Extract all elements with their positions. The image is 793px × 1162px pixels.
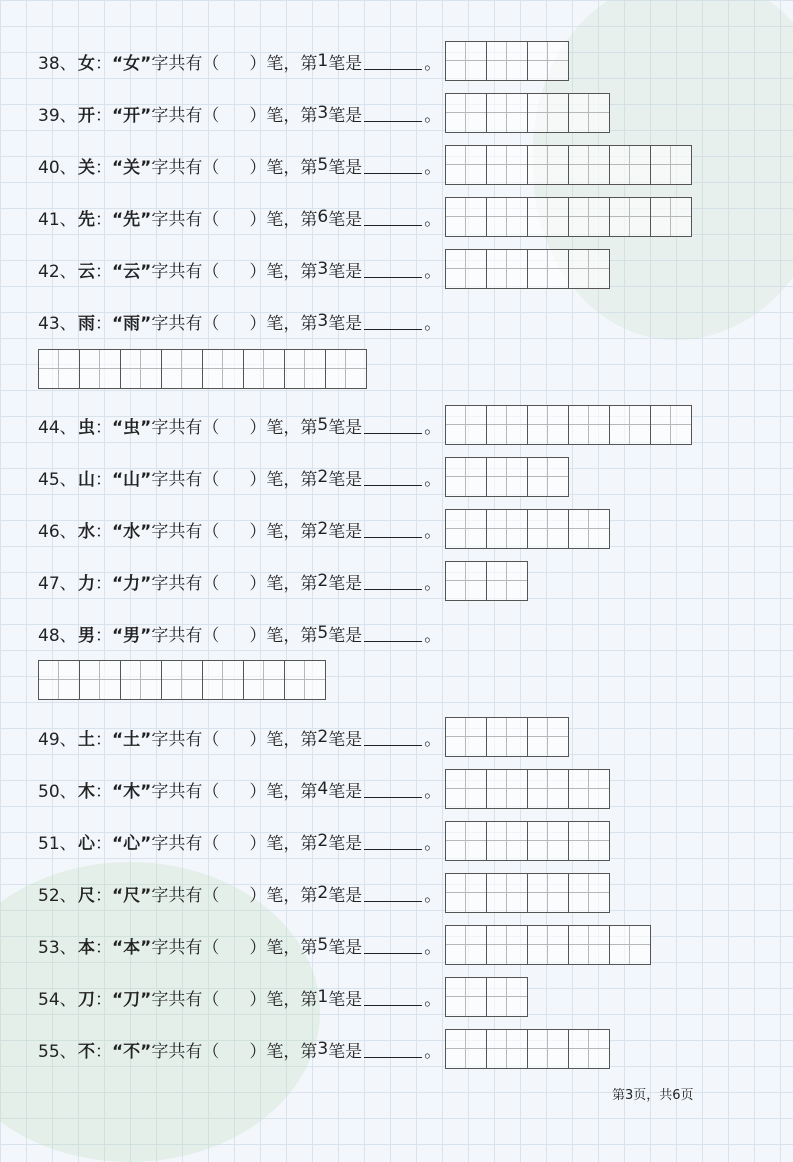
writing-grid-cell[interactable]	[569, 94, 609, 132]
quoted-character: “刀”	[112, 989, 152, 1010]
question-row	[38, 92, 610, 134]
quoted-character: “雨”	[112, 313, 152, 334]
stroke-nth-suffix: 笔是	[328, 1041, 363, 1062]
writing-grid-cell[interactable]	[487, 926, 528, 964]
writing-grid-cell[interactable]	[487, 562, 527, 600]
stroke-number: 2	[317, 727, 329, 747]
writing-grid-cell[interactable]	[610, 406, 651, 444]
stroke-total-suffix: ）笔，第	[249, 885, 318, 906]
stroke-total-prefix: 字共有（	[151, 573, 220, 594]
writing-grid[interactable]	[445, 873, 610, 913]
stroke-answer-blank[interactable]	[364, 1041, 422, 1058]
stroke-total-suffix: ）笔，第	[249, 469, 318, 490]
writing-grid-cell[interactable]	[80, 661, 121, 699]
stroke-total-prefix: 字共有（	[151, 989, 220, 1010]
quoted-character: “力”	[112, 573, 152, 594]
quoted-character: “先”	[112, 209, 152, 230]
quoted-character: “本”	[112, 937, 152, 958]
writing-grid-cell[interactable]	[446, 926, 487, 964]
writing-grid-cell[interactable]	[162, 350, 203, 388]
colon: ：	[95, 885, 112, 906]
writing-grid-cell[interactable]	[569, 198, 610, 236]
question-row	[38, 1028, 610, 1070]
end-mark: 。	[424, 885, 442, 906]
question-row	[38, 716, 569, 758]
stroke-answer-blank[interactable]	[364, 573, 422, 590]
stroke-number: 2	[317, 519, 329, 539]
colon: ：	[95, 53, 112, 74]
question-number: 39、	[38, 105, 77, 126]
stroke-total-suffix: ）笔，第	[249, 937, 318, 958]
stroke-answer-blank[interactable]	[364, 313, 422, 330]
writing-grid-cell[interactable]	[487, 874, 528, 912]
stroke-total-suffix: ）笔，第	[249, 521, 318, 542]
stroke-nth-suffix: 笔是	[328, 53, 363, 74]
stroke-total-prefix: 字共有（	[151, 157, 220, 178]
question-character: 刀	[78, 989, 95, 1010]
quoted-character: “水”	[112, 521, 152, 542]
page-footer: 第3页，共6页	[612, 1088, 694, 1103]
stroke-number: 4	[317, 779, 329, 799]
writing-grid-cell[interactable]	[446, 250, 487, 288]
stroke-total-suffix: ）笔，第	[249, 1041, 318, 1062]
question-character: 男	[78, 625, 95, 646]
end-mark: 。	[424, 573, 442, 594]
writing-grid-cell[interactable]	[487, 822, 528, 860]
question-number: 41、	[38, 209, 77, 230]
writing-grid-cell[interactable]	[446, 562, 487, 600]
writing-grid-cell[interactable]	[446, 458, 487, 496]
writing-grid-cell[interactable]	[285, 350, 326, 388]
writing-grid-cell[interactable]	[487, 510, 528, 548]
stroke-answer-blank[interactable]	[364, 157, 422, 174]
stroke-total-suffix: ）笔，第	[249, 989, 318, 1010]
end-mark: 。	[424, 937, 442, 958]
stroke-nth-suffix: 笔是	[328, 105, 363, 126]
question-number: 54、	[38, 989, 77, 1010]
writing-grid-cell[interactable]	[80, 350, 121, 388]
stroke-nth-suffix: 笔是	[328, 521, 363, 542]
stroke-answer-blank[interactable]	[364, 625, 422, 642]
stroke-nth-suffix: 笔是	[328, 157, 363, 178]
writing-grid-cell[interactable]	[446, 198, 487, 236]
question-character: 虫	[78, 417, 95, 438]
colon: ：	[95, 1041, 112, 1062]
writing-grid[interactable]	[445, 249, 610, 289]
question-number: 40、	[38, 157, 77, 178]
end-mark: 。	[424, 521, 442, 542]
question-character: 不	[78, 1041, 95, 1062]
writing-grid-cell[interactable]	[285, 661, 325, 699]
writing-grid[interactable]	[445, 93, 610, 133]
stroke-total-prefix: 字共有（	[151, 521, 220, 542]
writing-grid-cell[interactable]	[446, 406, 487, 444]
stroke-answer-blank[interactable]	[364, 105, 422, 122]
writing-grid-cell[interactable]	[487, 978, 527, 1016]
writing-grid-cell[interactable]	[487, 1030, 528, 1068]
stroke-total-suffix: ）笔，第	[249, 625, 318, 646]
stroke-nth-suffix: 笔是	[328, 885, 363, 906]
question-row	[38, 820, 610, 862]
stroke-number: 5	[317, 623, 329, 643]
writing-grid-cell[interactable]	[162, 661, 203, 699]
stroke-nth-suffix: 笔是	[328, 417, 363, 438]
question-number: 47、	[38, 573, 77, 594]
stroke-answer-blank[interactable]	[364, 469, 422, 486]
stroke-answer-blank[interactable]	[364, 989, 422, 1006]
question-row	[38, 508, 610, 550]
colon: ：	[95, 781, 112, 802]
writing-grid[interactable]	[445, 821, 610, 861]
question-row	[38, 404, 692, 446]
stroke-number: 5	[317, 155, 329, 175]
end-mark: 。	[424, 989, 442, 1010]
quoted-character: “女”	[112, 53, 152, 74]
colon: ：	[95, 313, 112, 334]
stroke-number: 2	[317, 831, 329, 851]
stroke-number: 2	[317, 883, 329, 903]
writing-grid[interactable]	[445, 1029, 610, 1069]
quoted-character: “不”	[112, 1041, 152, 1062]
question-row	[38, 144, 692, 186]
stroke-answer-blank[interactable]	[364, 833, 422, 850]
end-mark: 。	[424, 105, 442, 126]
stroke-answer-blank[interactable]	[364, 209, 422, 226]
stroke-nth-suffix: 笔是	[328, 209, 363, 230]
quoted-character: “虫”	[112, 417, 152, 438]
stroke-nth-suffix: 笔是	[328, 729, 363, 750]
stroke-total-suffix: ）笔，第	[249, 417, 318, 438]
question-character: 雨	[78, 313, 95, 334]
end-mark: 。	[424, 209, 442, 230]
stroke-total-suffix: ）笔，第	[249, 781, 318, 802]
question-row	[38, 768, 610, 810]
colon: ：	[95, 157, 112, 178]
stroke-nth-suffix: 笔是	[328, 313, 363, 334]
stroke-number: 1	[317, 51, 329, 71]
writing-grid-cell[interactable]	[528, 874, 569, 912]
question-row	[38, 456, 569, 498]
end-mark: 。	[424, 53, 442, 74]
writing-grid[interactable]	[38, 660, 326, 700]
stroke-total-suffix: ）笔，第	[249, 157, 318, 178]
stroke-number: 3	[317, 103, 329, 123]
writing-grid-cell[interactable]	[569, 1030, 609, 1068]
writing-grid-cell[interactable]	[326, 350, 366, 388]
writing-grid-cell[interactable]	[203, 350, 244, 388]
question-row	[38, 872, 610, 914]
writing-grid-cell[interactable]	[446, 1030, 487, 1068]
question-character: 尺	[78, 885, 95, 906]
stroke-nth-suffix: 笔是	[328, 573, 363, 594]
stroke-number: 5	[317, 935, 329, 955]
writing-grid-cell[interactable]	[39, 661, 80, 699]
colon: ：	[95, 261, 112, 282]
writing-grid[interactable]	[445, 925, 651, 965]
question-character: 云	[78, 261, 95, 282]
stroke-total-suffix: ）笔，第	[249, 729, 318, 750]
quoted-character: “男”	[112, 625, 152, 646]
question-number: 50、	[38, 781, 77, 802]
stroke-total-suffix: ）笔，第	[249, 573, 318, 594]
writing-grid-cell[interactable]	[446, 42, 487, 80]
question-number: 42、	[38, 261, 77, 282]
quoted-character: “开”	[112, 105, 152, 126]
writing-grid[interactable]	[445, 457, 569, 497]
colon: ：	[95, 469, 112, 490]
question-row	[38, 196, 692, 238]
stroke-total-suffix: ）笔，第	[249, 261, 318, 282]
stroke-number: 1	[317, 987, 329, 1007]
question-number: 45、	[38, 469, 77, 490]
stroke-number: 3	[317, 1039, 329, 1059]
writing-grid-cell[interactable]	[528, 94, 569, 132]
stroke-total-prefix: 字共有（	[151, 1041, 220, 1062]
writing-grid-cell[interactable]	[651, 146, 691, 184]
writing-grid-cell[interactable]	[569, 822, 609, 860]
stroke-number: 2	[317, 467, 329, 487]
stroke-total-prefix: 字共有（	[151, 833, 220, 854]
stroke-nth-suffix: 笔是	[328, 937, 363, 958]
question-number: 53、	[38, 937, 77, 958]
stroke-number: 6	[317, 207, 329, 227]
end-mark: 。	[424, 781, 442, 802]
colon: ：	[95, 625, 112, 646]
writing-grid-cell[interactable]	[569, 926, 610, 964]
writing-grid-cell[interactable]	[569, 250, 609, 288]
writing-grid-cell[interactable]	[446, 822, 487, 860]
stroke-nth-suffix: 笔是	[328, 469, 363, 490]
writing-grid-cell[interactable]	[121, 661, 162, 699]
writing-grid-cell[interactable]	[446, 510, 487, 548]
writing-grid[interactable]	[445, 769, 610, 809]
question-row	[38, 248, 610, 290]
writing-grid-cell[interactable]	[203, 661, 244, 699]
stroke-nth-suffix: 笔是	[328, 261, 363, 282]
stroke-nth-suffix: 笔是	[328, 833, 363, 854]
stroke-total-suffix: ）笔，第	[249, 105, 318, 126]
question-number: 52、	[38, 885, 77, 906]
writing-grid-cell[interactable]	[446, 146, 487, 184]
writing-grid-cell[interactable]	[528, 822, 569, 860]
writing-grid-cell[interactable]	[528, 1030, 569, 1068]
end-mark: 。	[424, 833, 442, 854]
writing-grid-cell[interactable]	[610, 198, 651, 236]
stroke-total-prefix: 字共有（	[151, 729, 220, 750]
quoted-character: “山”	[112, 469, 152, 490]
question-row	[38, 612, 445, 654]
stroke-number: 2	[317, 571, 329, 591]
question-number: 51、	[38, 833, 77, 854]
writing-grid-cell[interactable]	[528, 250, 569, 288]
stroke-total-prefix: 字共有（	[151, 261, 220, 282]
stroke-total-suffix: ）笔，第	[249, 833, 318, 854]
end-mark: 。	[424, 313, 442, 334]
writing-grid-cell[interactable]	[244, 661, 285, 699]
writing-grid-cell[interactable]	[528, 146, 569, 184]
writing-grid-cell[interactable]	[610, 146, 651, 184]
end-mark: 。	[424, 157, 442, 178]
question-character: 先	[78, 209, 95, 230]
question-row	[38, 300, 445, 342]
writing-grid-cell[interactable]	[487, 42, 528, 80]
stroke-total-suffix: ）笔，第	[249, 313, 318, 334]
colon: ：	[95, 105, 112, 126]
writing-grid-cell[interactable]	[446, 718, 487, 756]
question-character: 开	[78, 105, 95, 126]
writing-grid-cell[interactable]	[528, 926, 569, 964]
stroke-answer-blank[interactable]	[364, 53, 422, 70]
end-mark: 。	[424, 417, 442, 438]
writing-grid-cell[interactable]	[651, 198, 691, 236]
question-row	[38, 560, 528, 602]
question-character: 关	[78, 157, 95, 178]
question-row	[38, 924, 651, 966]
colon: ：	[95, 729, 112, 750]
stroke-number: 3	[317, 259, 329, 279]
stroke-answer-blank[interactable]	[364, 521, 422, 538]
question-number: 55、	[38, 1041, 77, 1062]
stroke-total-prefix: 字共有（	[151, 417, 220, 438]
writing-grid-cell[interactable]	[487, 250, 528, 288]
writing-grid[interactable]	[445, 977, 528, 1017]
writing-grid[interactable]	[445, 561, 528, 601]
stroke-total-prefix: 字共有（	[151, 53, 220, 74]
stroke-total-prefix: 字共有（	[151, 625, 220, 646]
stroke-nth-suffix: 笔是	[328, 989, 363, 1010]
colon: ：	[95, 573, 112, 594]
quoted-character: “心”	[112, 833, 152, 854]
question-character: 木	[78, 781, 95, 802]
writing-grid-cell[interactable]	[569, 874, 609, 912]
writing-grid[interactable]	[445, 197, 692, 237]
colon: ：	[95, 521, 112, 542]
writing-grid-cell[interactable]	[610, 926, 650, 964]
writing-grid-cell[interactable]	[487, 198, 528, 236]
question-number: 48、	[38, 625, 77, 646]
writing-grid-cell[interactable]	[528, 510, 569, 548]
stroke-total-suffix: ）笔，第	[249, 53, 318, 74]
stroke-total-prefix: 字共有（	[151, 469, 220, 490]
end-mark: 。	[424, 261, 442, 282]
question-number: 38、	[38, 53, 77, 74]
question-number: 43、	[38, 313, 77, 334]
writing-grid-cell[interactable]	[651, 406, 691, 444]
writing-grid-cell[interactable]	[446, 94, 487, 132]
end-mark: 。	[424, 469, 442, 490]
stroke-total-prefix: 字共有（	[151, 781, 220, 802]
question-number: 44、	[38, 417, 77, 438]
quoted-character: “关”	[112, 157, 152, 178]
writing-grid[interactable]	[445, 41, 569, 81]
quoted-character: “木”	[112, 781, 152, 802]
stroke-total-prefix: 字共有（	[151, 209, 220, 230]
stroke-answer-blank[interactable]	[364, 781, 422, 798]
stroke-number: 3	[317, 311, 329, 331]
quoted-character: “土”	[112, 729, 152, 750]
writing-grid-cell[interactable]	[487, 770, 528, 808]
writing-grid[interactable]	[38, 349, 367, 389]
stroke-answer-blank[interactable]	[364, 729, 422, 746]
stroke-total-suffix: ）笔，第	[249, 209, 318, 230]
colon: ：	[95, 937, 112, 958]
stroke-total-prefix: 字共有（	[151, 105, 220, 126]
question-character: 土	[78, 729, 95, 750]
question-row	[38, 976, 528, 1018]
writing-grid-cell[interactable]	[487, 94, 528, 132]
writing-grid-cell[interactable]	[528, 718, 568, 756]
question-character: 心	[78, 833, 95, 854]
question-number: 49、	[38, 729, 77, 750]
stroke-answer-blank[interactable]	[364, 937, 422, 954]
writing-grid-cell[interactable]	[446, 874, 487, 912]
colon: ：	[95, 989, 112, 1010]
writing-grid-cell[interactable]	[487, 718, 528, 756]
stroke-total-prefix: 字共有（	[151, 937, 220, 958]
writing-grid-cell[interactable]	[569, 770, 609, 808]
stroke-answer-blank[interactable]	[364, 261, 422, 278]
stroke-number: 5	[317, 415, 329, 435]
quoted-character: “尺”	[112, 885, 152, 906]
writing-grid-cell[interactable]	[487, 406, 528, 444]
question-character: 女	[78, 53, 95, 74]
stroke-total-prefix: 字共有（	[151, 885, 220, 906]
writing-grid-cell[interactable]	[121, 350, 162, 388]
stroke-nth-suffix: 笔是	[328, 781, 363, 802]
writing-grid-cell[interactable]	[569, 146, 610, 184]
end-mark: 。	[424, 1041, 442, 1062]
writing-grid[interactable]	[445, 509, 610, 549]
question-character: 本	[78, 937, 95, 958]
writing-grid[interactable]	[445, 405, 692, 445]
writing-grid-cell[interactable]	[446, 770, 487, 808]
writing-grid-cell[interactable]	[528, 458, 568, 496]
writing-grid-cell[interactable]	[244, 350, 285, 388]
stroke-nth-suffix: 笔是	[328, 625, 363, 646]
writing-grid-cell[interactable]	[528, 770, 569, 808]
writing-grid-cell[interactable]	[487, 458, 528, 496]
colon: ：	[95, 833, 112, 854]
colon: ：	[95, 417, 112, 438]
writing-grid-cell[interactable]	[528, 42, 568, 80]
quoted-character: “云”	[112, 261, 152, 282]
writing-grid-cell[interactable]	[569, 510, 609, 548]
question-character: 力	[78, 573, 95, 594]
writing-grid-cell[interactable]	[39, 350, 80, 388]
writing-grid-cell[interactable]	[569, 406, 610, 444]
writing-grid[interactable]	[445, 145, 692, 185]
writing-grid-cell[interactable]	[487, 146, 528, 184]
writing-grid-cell[interactable]	[528, 406, 569, 444]
end-mark: 。	[424, 729, 442, 750]
writing-grid[interactable]	[445, 717, 569, 757]
stroke-total-prefix: 字共有（	[151, 313, 220, 334]
question-row	[38, 40, 569, 82]
end-mark: 。	[424, 625, 442, 646]
colon: ：	[95, 209, 112, 230]
writing-grid-cell[interactable]	[446, 978, 487, 1016]
question-character: 山	[78, 469, 95, 490]
stroke-answer-blank[interactable]	[364, 885, 422, 902]
stroke-answer-blank[interactable]	[364, 417, 422, 434]
writing-grid-cell[interactable]	[528, 198, 569, 236]
question-number: 46、	[38, 521, 77, 542]
question-character: 水	[78, 521, 95, 542]
